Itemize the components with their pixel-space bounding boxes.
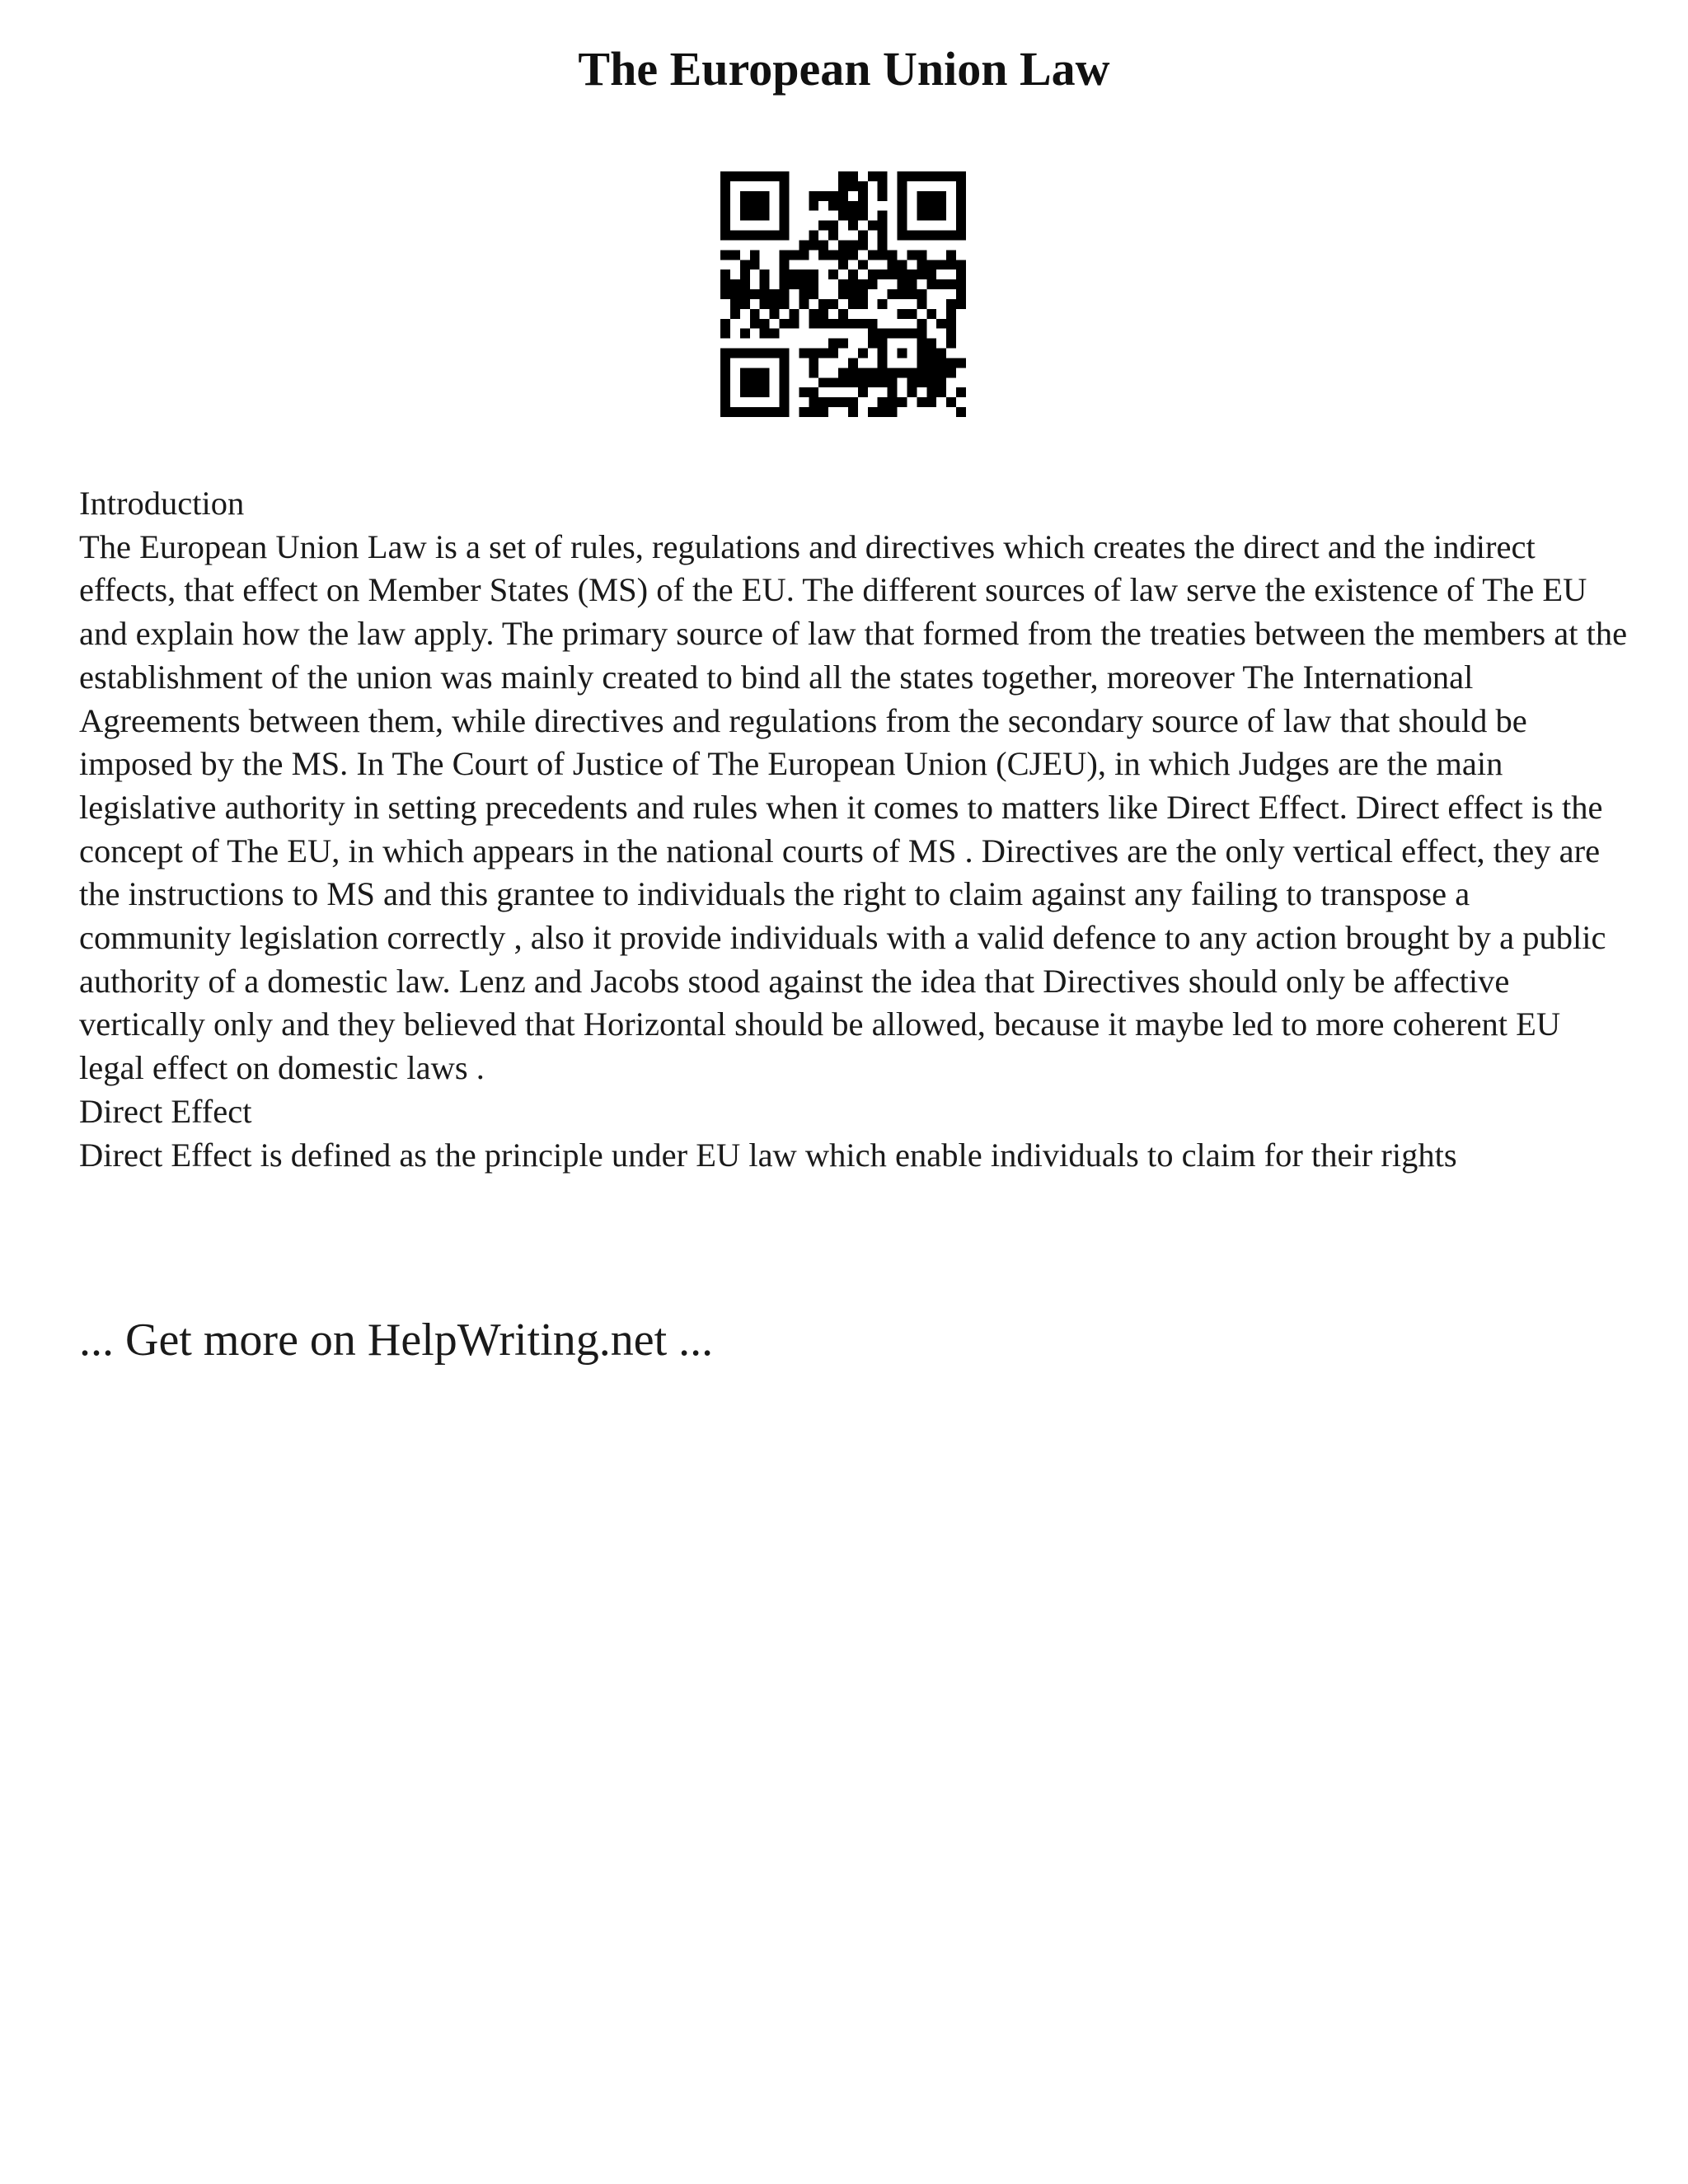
section-body-direct-effect: Direct Effect is defined as the principle under EU law which enable individuals to claim for their rights bbox=[79, 1136, 1457, 1174]
qr-code-icon bbox=[720, 171, 966, 417]
page-title: The European Union Law bbox=[578, 42, 1110, 96]
section-heading-direct-effect: Direct Effect bbox=[79, 1092, 252, 1130]
document-body bbox=[79, 482, 1629, 1177]
get-more-link[interactable]: ... Get more on HelpWriting.net ... bbox=[79, 1315, 714, 1366]
section-heading-introduction: Introduction bbox=[79, 485, 245, 522]
section-body-introduction: The European Union Law is a set of rules, regulations and directives which creates the direct and the indirect effects, that effect on Member States (MS) of the EU. The different sources of law serve the existence of The EU and explain how the law apply. The primary source of law that formed from the treaties between the members at the establishment of the union was mainly created to bind all the states together, moreover The International Agreements between them, while directives and regulations from the secondary source of law that should be imposed by the MS. In The Court of Justice of The European Union (CJEU), in which Judges are the main legislative authority in setting precedents and rules when it comes to matters like Direct Effect. Direct effect is the concept of The EU, in which appears in the national courts of MS . Directives are the only vertical effect, they are the instructions to MS and this grantee to individuals the right to claim against any failing to transpose a community legislation correctly , also it provide individuals with a valid defence to any action brought by a public authority of a domestic law. Lenz and Jacobs stood against the idea that Directives should only be affective vertically only and they believed that Horizontal should be allowed, because it maybe led to more coherent EU legal effect on domestic laws . bbox=[79, 527, 1628, 1087]
